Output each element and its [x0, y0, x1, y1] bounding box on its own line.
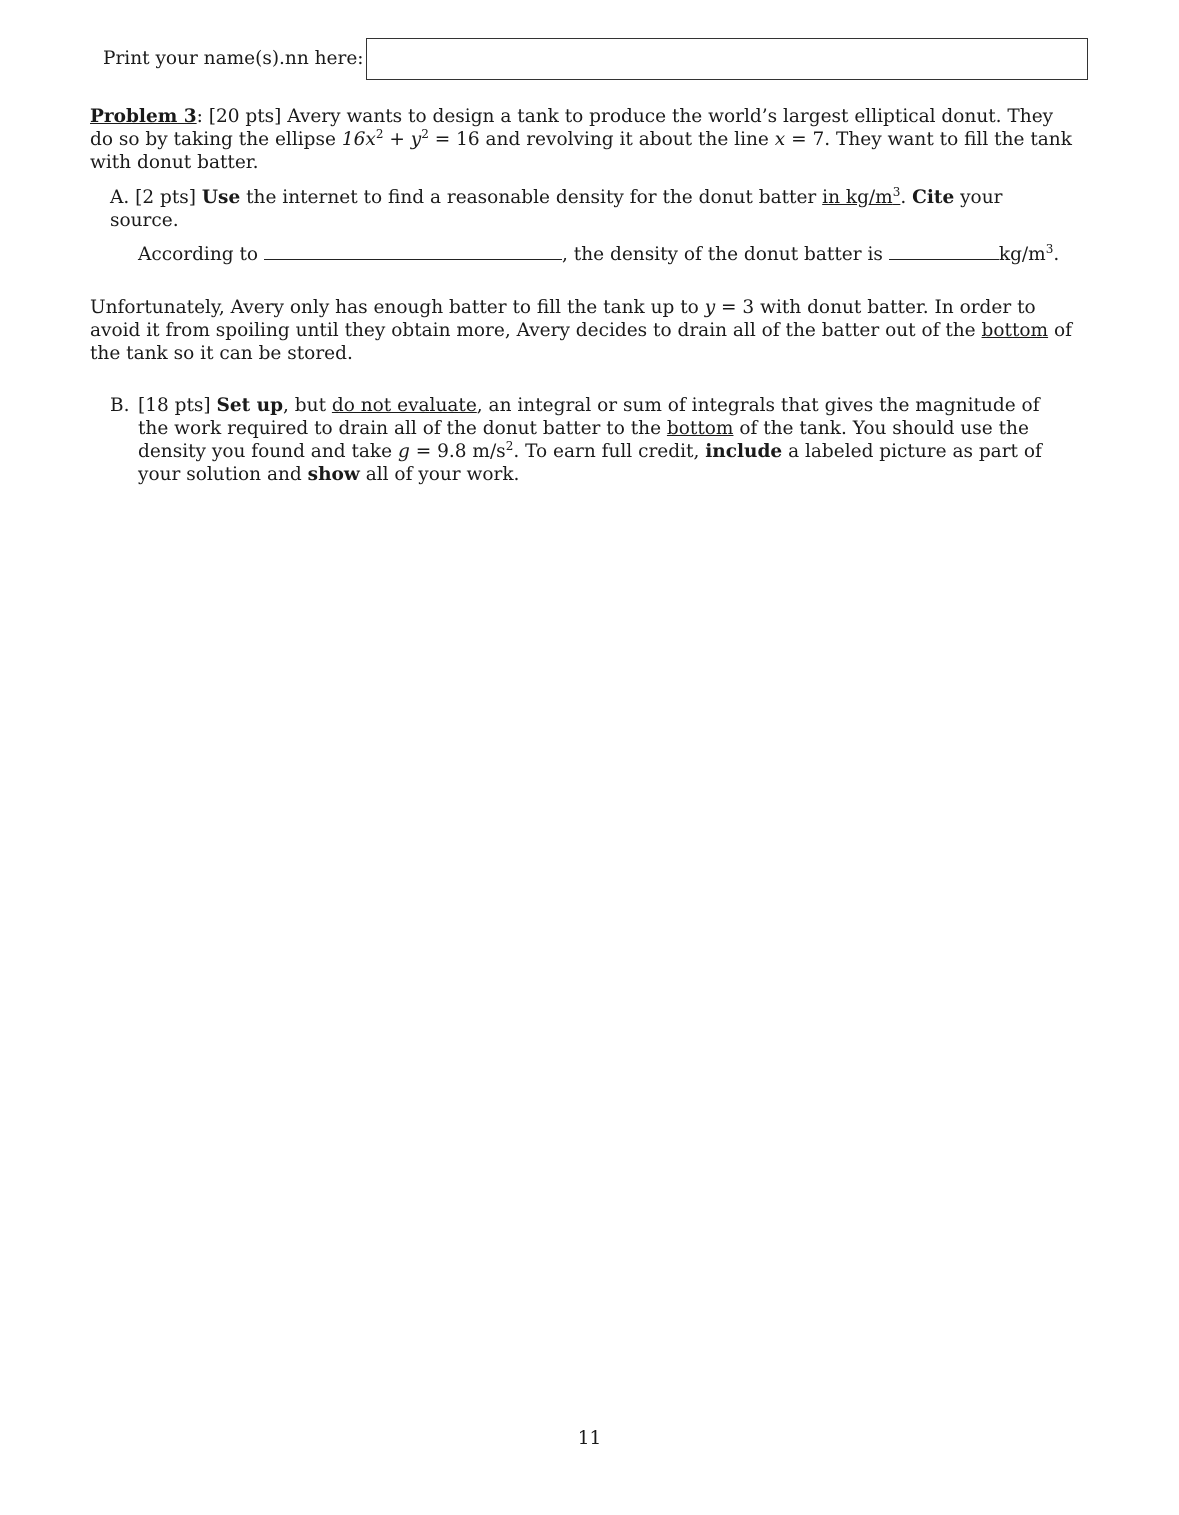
part-b-label: B. — [110, 395, 130, 416]
name-prompt: Print your name(s).nn here: — [103, 48, 364, 69]
source-blank[interactable] — [264, 245, 562, 260]
part-b-math-exp: 2 — [505, 438, 514, 453]
part-b-points: [18 pts] — [138, 395, 211, 416]
part-b-body — [138, 394, 1068, 486]
problem-text-3: They want to fill the tank with donut batter. — [90, 129, 1072, 173]
problem-text-1: Avery wants to design a tank to produce the world’s largest elliptical donut. They do so by taking the ellipse — [90, 106, 1054, 150]
ellipse-eq-plus: + — [383, 129, 411, 150]
ellipse-eq-exp-1: 2 — [375, 126, 384, 141]
part-b-math-val: = 9.8 m/s — [409, 441, 506, 462]
part-a-text-2: your source. — [110, 187, 1003, 231]
according-unit-exp: 3 — [1045, 241, 1054, 256]
para-math-rhs: = 3 — [715, 297, 755, 318]
part-a-period: . — [900, 187, 907, 208]
part-b-text-4: . To earn full credit, — [513, 441, 700, 462]
part-b-underlined-bottom: bottom — [666, 418, 734, 439]
part-a-bold-cite: Cite — [912, 187, 955, 208]
according-prefix: According to — [138, 244, 259, 265]
part-b-bold-show: show — [307, 464, 360, 485]
according-line — [138, 243, 1088, 266]
part-a — [110, 186, 1070, 232]
problem-label: Problem 3 — [90, 106, 197, 127]
part-a-text-1: the internet to find a reasonable density for the donut batter — [246, 187, 817, 208]
part-a-unit: in $kg/m^3$ — [822, 184, 901, 208]
part-b-bold-include: include — [705, 441, 783, 462]
ellipse-eq-rhs: = 16 — [428, 129, 480, 150]
part-b-text-1: , but — [283, 395, 326, 416]
para-text-2: with donut batter. In order to avoid it from spoiling until they obtain more, Avery decides to drain all of the batter out of the — [90, 297, 1036, 341]
para-underlined-bottom: bottom — [981, 320, 1049, 341]
ellipse-eq-exp-2: 2 — [421, 126, 429, 141]
according-unit: kg/m — [998, 244, 1046, 265]
part-a-points: [2 pts] — [135, 187, 196, 208]
density-blank[interactable] — [889, 245, 999, 260]
problem-colon: : — [196, 106, 203, 127]
scenario-paragraph — [90, 296, 1080, 365]
part-b-bold-setup: Set up — [216, 395, 284, 416]
part-b-math-g: g — [398, 441, 410, 462]
according-mid: , the density of the donut batter is — [562, 244, 883, 265]
line-eq-rhs: = 7. — [785, 129, 831, 150]
ellipse-eq-a: 16x — [341, 129, 376, 150]
problem-text-2: and revolving it about the line — [485, 129, 769, 150]
para-text-1: Unfortunately, Avery only has enough batter to fill the tank up to — [90, 297, 699, 318]
para-text-3: of the tank so it can be stored. — [90, 320, 1072, 364]
line-eq-x: x — [774, 129, 786, 150]
part-b-text-3: of the tank. You should use the density you found and take — [138, 418, 1029, 462]
part-b-underlined-not-evaluate: do not evaluate — [331, 395, 477, 416]
para-math-y: y — [704, 297, 716, 318]
problem-statement — [90, 105, 1080, 174]
part-a-bold-use: Use — [201, 187, 241, 208]
part-b-text-5: a labeled picture as part of your solution and — [138, 441, 1042, 485]
ellipse-eq-y: y — [410, 129, 422, 150]
name-input-box[interactable] — [366, 38, 1088, 80]
part-b-text-2: , an integral or sum of integrals that gives the magnitude of the work required to drain all of the donut batter to the — [138, 395, 1040, 439]
page-number: 11 — [577, 1428, 602, 1449]
part-a-label: A. — [110, 187, 130, 208]
problem-points: [20 pts] — [208, 106, 282, 127]
part-b-text-6: all of your work. — [365, 464, 520, 485]
according-end: . — [1053, 244, 1060, 265]
